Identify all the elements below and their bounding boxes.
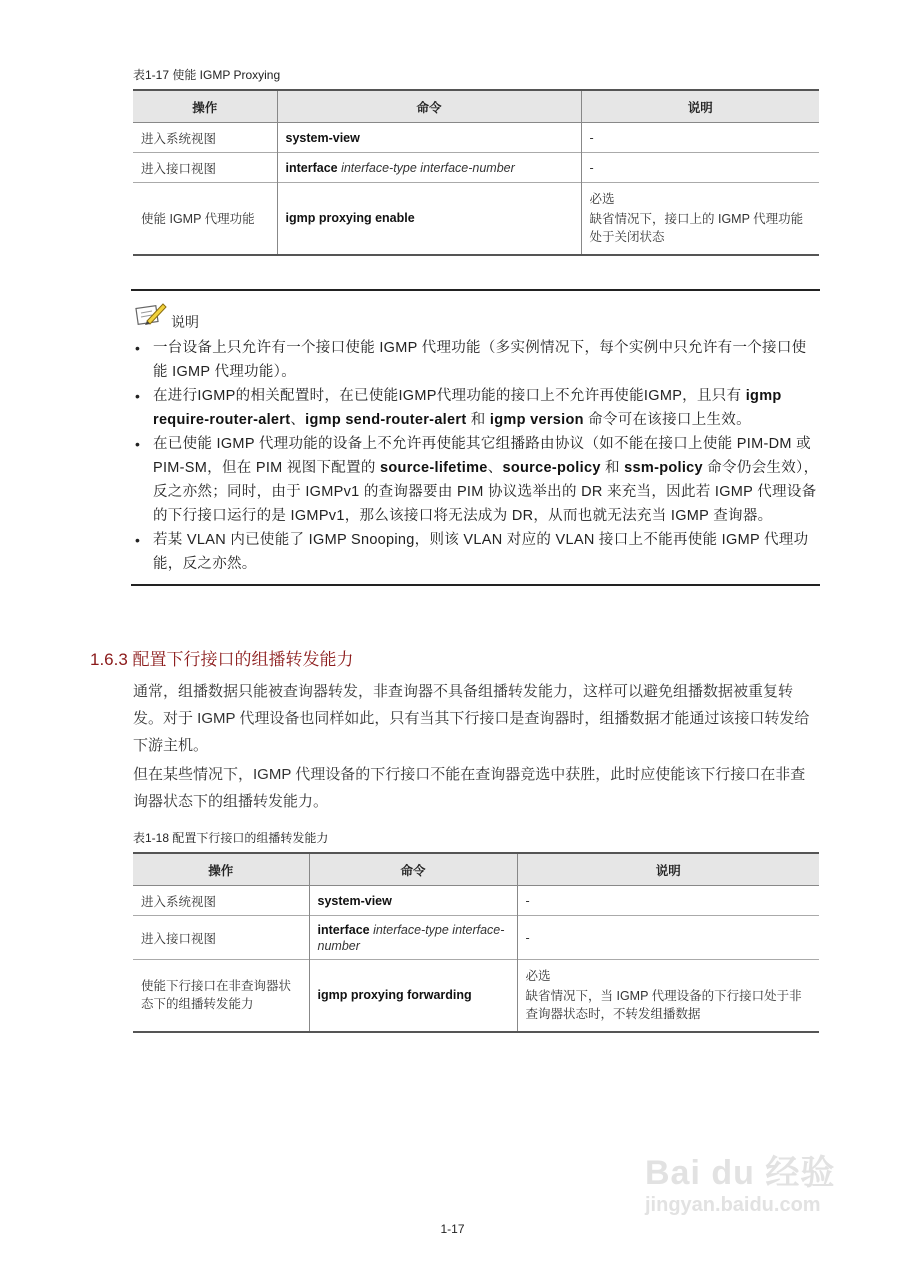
watermark-url: jingyan.baidu.com [645,1194,821,1216]
section-title: 1.6.3 配置下行接口的组播转发能力 [90,650,354,669]
op-cell: 进入系统视图 [133,886,309,916]
table1-header-op: 操作 [133,90,277,123]
table2-header-desc: 说明 [517,853,819,886]
op-cell: 进入系统视图 [133,123,277,153]
note-item: • 若某 VLAN 内已使能了 IGMP Snooping，则该 VLAN 对应的 VLAN 接口上不能再使能 IGMP 代理功能，反之亦然。 [131,528,820,576]
desc-cell: - [581,123,819,153]
desc-cell: - [517,886,819,916]
paragraph-2: 但在某些情况下，IGMP 代理设备的下行接口不能在查询器竞选中获胜，此时应使能该下行接口在非查询器状态下的组播转发能力。 [133,766,806,810]
note-item: • 在已使能 IGMP 代理功能的设备上不允许再使能其它组播路由协议（如不能在接口上使能 PIM-DM 或 PIM-SM，但在 PIM 视图下配置的 source-lifetime、source-policy 和 ssm-policy 命令仍会生效），反之亦然；同时，由于 IGMPv1 的查询器要由 PIM 协议选举出的 DR 来充当，因此若 IGMP 代理设备的下行接口运行的是 IGMPv1，那么该接口将无法成为 DR，从而也就无法充当 IGMP 查询器。 [131,432,820,528]
cmd-cell: system-view [277,123,581,153]
table-row [133,183,819,255]
table2 [133,852,819,1033]
note-title: 说明 [171,314,199,330]
baidu-watermark [645,1145,835,1217]
table1 [133,89,819,256]
note-item: • 在进行IGMP的相关配置时，在已使能IGMP代理功能的接口上不允许再使能IGMP，且只有 igmp require-router-alert、igmp send-router-alert 和 igmp version 命令可在该接口上生效。 [131,384,820,432]
op-cell: 进入接口视图 [133,153,277,183]
watermark-brand: Bai du 经验 [645,1154,836,1192]
table2-caption: 表1-18 配置下行接口的组播转发能力 [133,831,329,845]
cmd-cell: igmp proxying forwarding [309,960,517,1032]
cmd-cell: interface interface-type interface-number [309,916,517,960]
pencil-note-icon [135,301,167,332]
cmd-cell: igmp proxying enable [277,183,581,255]
note-box [131,289,820,586]
table1-header-desc: 说明 [581,90,819,123]
paragraph-1: 通常，组播数据只能被查询器转发，非查询器不具备组播转发能力，这样可以避免组播数据被重复转发。对于 IGMP 代理设备也同样如此，只有当其下行接口是查询器时，组播数据才能通过该接口转发给下游主机。 [133,683,810,754]
table1-header-cmd: 命令 [277,90,581,123]
cmd-cell: interface interface-type interface-number [277,153,581,183]
op-cell: 使能下行接口在非查询器状态下的组播转发能力 [133,960,309,1032]
page-number: 1-17 [440,1222,465,1236]
table1-caption: 表1-17 使能 IGMP Proxying [133,68,281,82]
note-list [131,336,820,576]
op-cell: 使能 IGMP 代理功能 [133,183,277,255]
op-cell: 进入接口视图 [133,916,309,960]
desc-cell: 必选 缺省情况下，接口上的 IGMP 代理功能处于关闭状态 [581,183,819,255]
table-row [133,960,819,1032]
table-row [133,123,819,153]
desc-cell: - [581,153,819,183]
table-row [133,916,819,960]
desc-cell: 必选 缺省情况下，当 IGMP 代理设备的下行接口处于非查询器状态时，不转发组播数据 [517,960,819,1032]
table2-header-cmd: 命令 [309,853,517,886]
table2-header-op: 操作 [133,853,309,886]
desc-cell: - [517,916,819,960]
note-item: • 一台设备上只允许有一个接口使能 IGMP 代理功能（多实例情况下，每个实例中只允许有一个接口使能 IGMP 代理功能）。 [131,336,820,384]
table-row [133,153,819,183]
table-row [133,886,819,916]
cmd-cell: system-view [309,886,517,916]
